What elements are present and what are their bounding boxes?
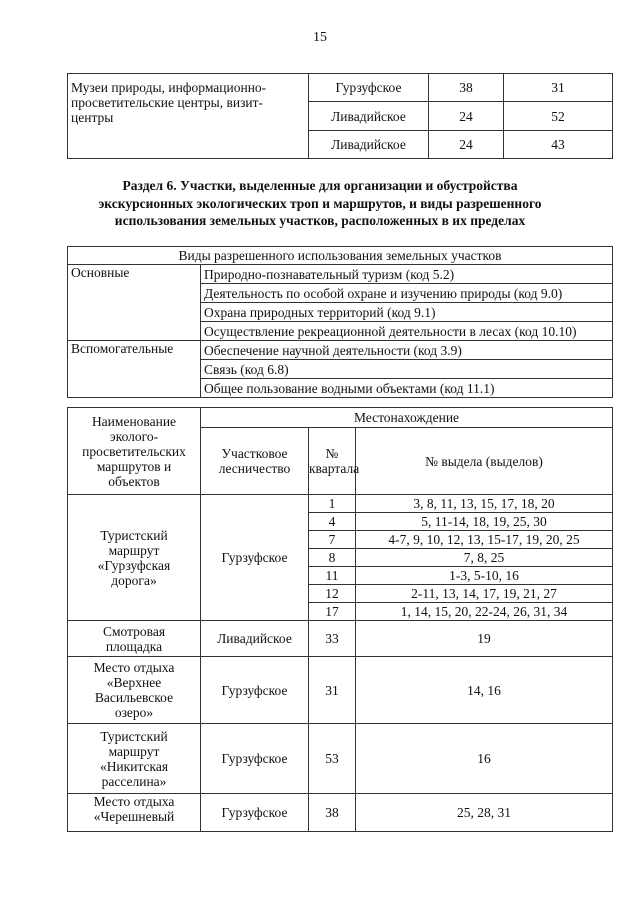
- object-name: Смотровая площадка: [68, 621, 201, 657]
- quarter-cell: 38: [429, 74, 504, 102]
- plots-cell: 7, 8, 25: [356, 549, 613, 567]
- title-line: использования земельных участков, расположенных в их пределах: [114, 213, 526, 228]
- use-item: Охрана природных территорий (код 9.1): [201, 303, 613, 322]
- forestry-cell: Гурзуфское: [201, 794, 309, 832]
- quarter-cell: 24: [429, 131, 504, 159]
- plots-cell: 31: [504, 74, 613, 102]
- title-line: экскурсионных экологических троп и маршрутов, и виды разрешенного: [98, 195, 542, 211]
- plots-cell: 43: [504, 131, 613, 159]
- plots-cell: 5, 11-14, 18, 19, 25, 30: [356, 513, 613, 531]
- plots-cell: 52: [504, 102, 613, 131]
- plots-cell: 1-3, 5-10, 16: [356, 567, 613, 585]
- forestry-cell: Гурзуфское: [309, 74, 429, 102]
- use-item: Обеспечение научной деятельности (код 3.9): [201, 341, 613, 360]
- forestry-cell: Ливадийское: [201, 621, 309, 657]
- header-quarter: № квартала: [309, 428, 356, 495]
- quarter-cell: 38: [309, 794, 356, 832]
- quarter-cell: 12: [309, 585, 356, 603]
- plots-cell: 19: [356, 621, 613, 657]
- quarter-cell: 7: [309, 531, 356, 549]
- title-line: Раздел 6. Участки, выделенные для организации и обустройства: [122, 178, 518, 193]
- quarter-cell: 24: [429, 102, 504, 131]
- quarter-cell: 53: [309, 724, 356, 794]
- permitted-uses-table: [67, 246, 613, 398]
- forestry-cell: Ливадийское: [309, 131, 429, 159]
- header-plots: № выдела (выделов): [356, 428, 613, 495]
- quarter-cell: 8: [309, 549, 356, 567]
- quarter-cell: 4: [309, 513, 356, 531]
- forestry-cell: Гурзуфское: [201, 657, 309, 724]
- plots-cell: 3, 8, 11, 13, 15, 17, 18, 20: [356, 495, 613, 513]
- use-item: Общее пользование водными объектами (код 11.1): [201, 379, 613, 398]
- use-item: Осуществление рекреационной деятельности в лесах (код 10.10): [201, 322, 613, 341]
- plots-cell: 1, 14, 15, 20, 22-24, 26, 31, 34: [356, 603, 613, 621]
- object-name: Место отдыха «Верхнее Васильевское озеро»: [68, 657, 201, 724]
- use-item: Природно-познавательный туризм (код 5.2): [201, 265, 613, 284]
- header-location: Местонахождение: [201, 408, 613, 428]
- aux-uses-label: Вспомогательные: [68, 341, 201, 398]
- header-name: Наименование эколого-просветительских маршрутов и объектов: [68, 408, 201, 495]
- museums-table: [67, 73, 613, 159]
- header-forestry: Участковое лесничество: [201, 428, 309, 495]
- route-name: Туристский маршрут «Гурзуфская дорога»: [68, 495, 201, 621]
- routes-table: [67, 407, 613, 832]
- forestry-cell: Ливадийское: [309, 102, 429, 131]
- use-item: Деятельность по особой охране и изучению природы (код 9.0): [201, 284, 613, 303]
- quarter-cell: 31: [309, 657, 356, 724]
- section-title: [0, 177, 640, 230]
- main-uses-label: Основные: [68, 265, 201, 341]
- object-name: Музеи природы, информационно-просветительские центры, визит-центры: [68, 74, 309, 159]
- object-name: Туристский маршрут «Никитская расселина»: [68, 724, 201, 794]
- use-item: Связь (код 6.8): [201, 360, 613, 379]
- forestry-cell: Гурзуфское: [201, 495, 309, 621]
- plots-cell: 16: [356, 724, 613, 794]
- forestry-cell: Гурзуфское: [201, 724, 309, 794]
- plots-cell: 2-11, 13, 14, 17, 19, 21, 27: [356, 585, 613, 603]
- uses-header: Виды разрешенного использования земельных участков: [68, 247, 613, 265]
- page-number: 15: [313, 30, 327, 45]
- quarter-cell: 11: [309, 567, 356, 585]
- plots-cell: 4-7, 9, 10, 12, 13, 15-17, 19, 20, 25: [356, 531, 613, 549]
- plots-cell: 14, 16: [356, 657, 613, 724]
- object-name: Место отдыха «Черешневый: [68, 794, 201, 832]
- quarter-cell: 33: [309, 621, 356, 657]
- plots-cell: 25, 28, 31: [356, 794, 613, 832]
- quarter-cell: 17: [309, 603, 356, 621]
- quarter-cell: 1: [309, 495, 356, 513]
